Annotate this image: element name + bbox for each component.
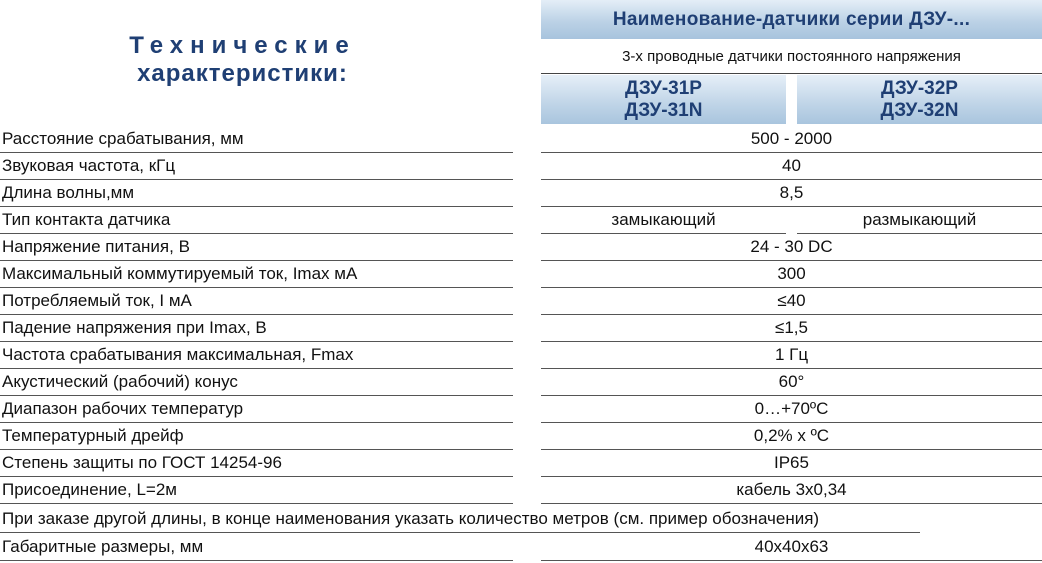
spec-row bbox=[0, 450, 1042, 477]
spec-value: 0,2% x ºC bbox=[753, 426, 830, 445]
page-title bbox=[105, 32, 380, 88]
model-header-31 bbox=[541, 75, 786, 124]
title-line-2: характеристики: bbox=[137, 60, 348, 87]
spec-value-model-32: размыкающий bbox=[862, 210, 977, 229]
model-31p: ДЗУ-31Р bbox=[625, 78, 702, 99]
spec-label: Длина волны,мм bbox=[2, 183, 135, 202]
spec-label: Габаритные размеры, мм bbox=[2, 537, 204, 556]
spec-row bbox=[0, 315, 1042, 342]
spec-label: Напряжение питания, В bbox=[2, 237, 190, 256]
spec-value: 24 - 30 DC bbox=[750, 237, 833, 256]
spec-label: Падение напряжения при Imax, В bbox=[2, 318, 267, 337]
spec-value: IP65 bbox=[774, 453, 809, 472]
spec-label: Звуковая частота, кГц bbox=[2, 156, 176, 175]
sensor-type-subtitle: 3-х проводные датчики постоянного напряжения bbox=[541, 41, 1042, 74]
spec-value: 40x40x63 bbox=[754, 537, 829, 556]
spec-value: 40 bbox=[782, 156, 801, 175]
model-32n: ДЗУ-32N bbox=[880, 100, 959, 121]
spec-value: 1 Гц bbox=[774, 345, 809, 364]
spec-value: 300 bbox=[777, 264, 806, 283]
spec-label: Температурный дрейф bbox=[2, 426, 184, 445]
series-header: Наименование-датчики серии ДЗУ-... bbox=[541, 0, 1042, 39]
spec-label: Акустический (рабочий) конус bbox=[2, 372, 238, 391]
spec-row bbox=[0, 207, 1042, 234]
model-31n: ДЗУ-31N bbox=[624, 100, 703, 121]
spec-label: Присоединение, L=2м bbox=[2, 480, 177, 499]
spec-row bbox=[0, 261, 1042, 288]
spec-row bbox=[0, 288, 1042, 315]
spec-row bbox=[0, 234, 1042, 261]
spec-value: ≤40 bbox=[777, 291, 806, 310]
spec-value: 8,5 bbox=[779, 183, 804, 202]
spec-value-model-31: замыкающий bbox=[611, 210, 716, 229]
spec-label: Максимальный коммутируемый ток, Imax мА bbox=[2, 264, 358, 283]
spec-row bbox=[0, 153, 1042, 180]
spec-row bbox=[0, 396, 1042, 423]
spec-label: Тип контакта датчика bbox=[2, 210, 171, 229]
spec-row bbox=[0, 180, 1042, 207]
spec-row bbox=[0, 126, 1042, 153]
spec-label: Потребляемый ток, I мА bbox=[2, 291, 192, 310]
spec-row bbox=[0, 342, 1042, 369]
spec-label: Частота срабатывания максимальная, Fmax bbox=[2, 345, 354, 364]
spec-value: 60° bbox=[778, 372, 805, 391]
order-note: При заказе другой длины, в конце наименования указать количество метров (см. пример обозначения) bbox=[2, 509, 820, 528]
spec-row bbox=[0, 477, 1042, 504]
spec-label: Расстояние срабатывания, мм bbox=[2, 129, 244, 148]
spec-note-row bbox=[0, 506, 1042, 533]
spec-row bbox=[0, 369, 1042, 396]
spec-row bbox=[0, 534, 1042, 561]
spec-label: Диапазон рабочих температур bbox=[2, 399, 244, 418]
spec-value: кабель 3x0,34 bbox=[736, 480, 847, 499]
spec-value: 0…+70ºC bbox=[754, 399, 829, 418]
spec-label: Степень защиты по ГОСТ 14254-96 bbox=[2, 453, 282, 472]
spec-value: 500 - 2000 bbox=[750, 129, 833, 148]
model-header-32 bbox=[797, 75, 1042, 124]
model-32p: ДЗУ-32Р bbox=[881, 78, 958, 99]
spec-row bbox=[0, 423, 1042, 450]
spec-value: ≤1,5 bbox=[775, 318, 808, 337]
title-line-1: Технические bbox=[129, 32, 356, 59]
